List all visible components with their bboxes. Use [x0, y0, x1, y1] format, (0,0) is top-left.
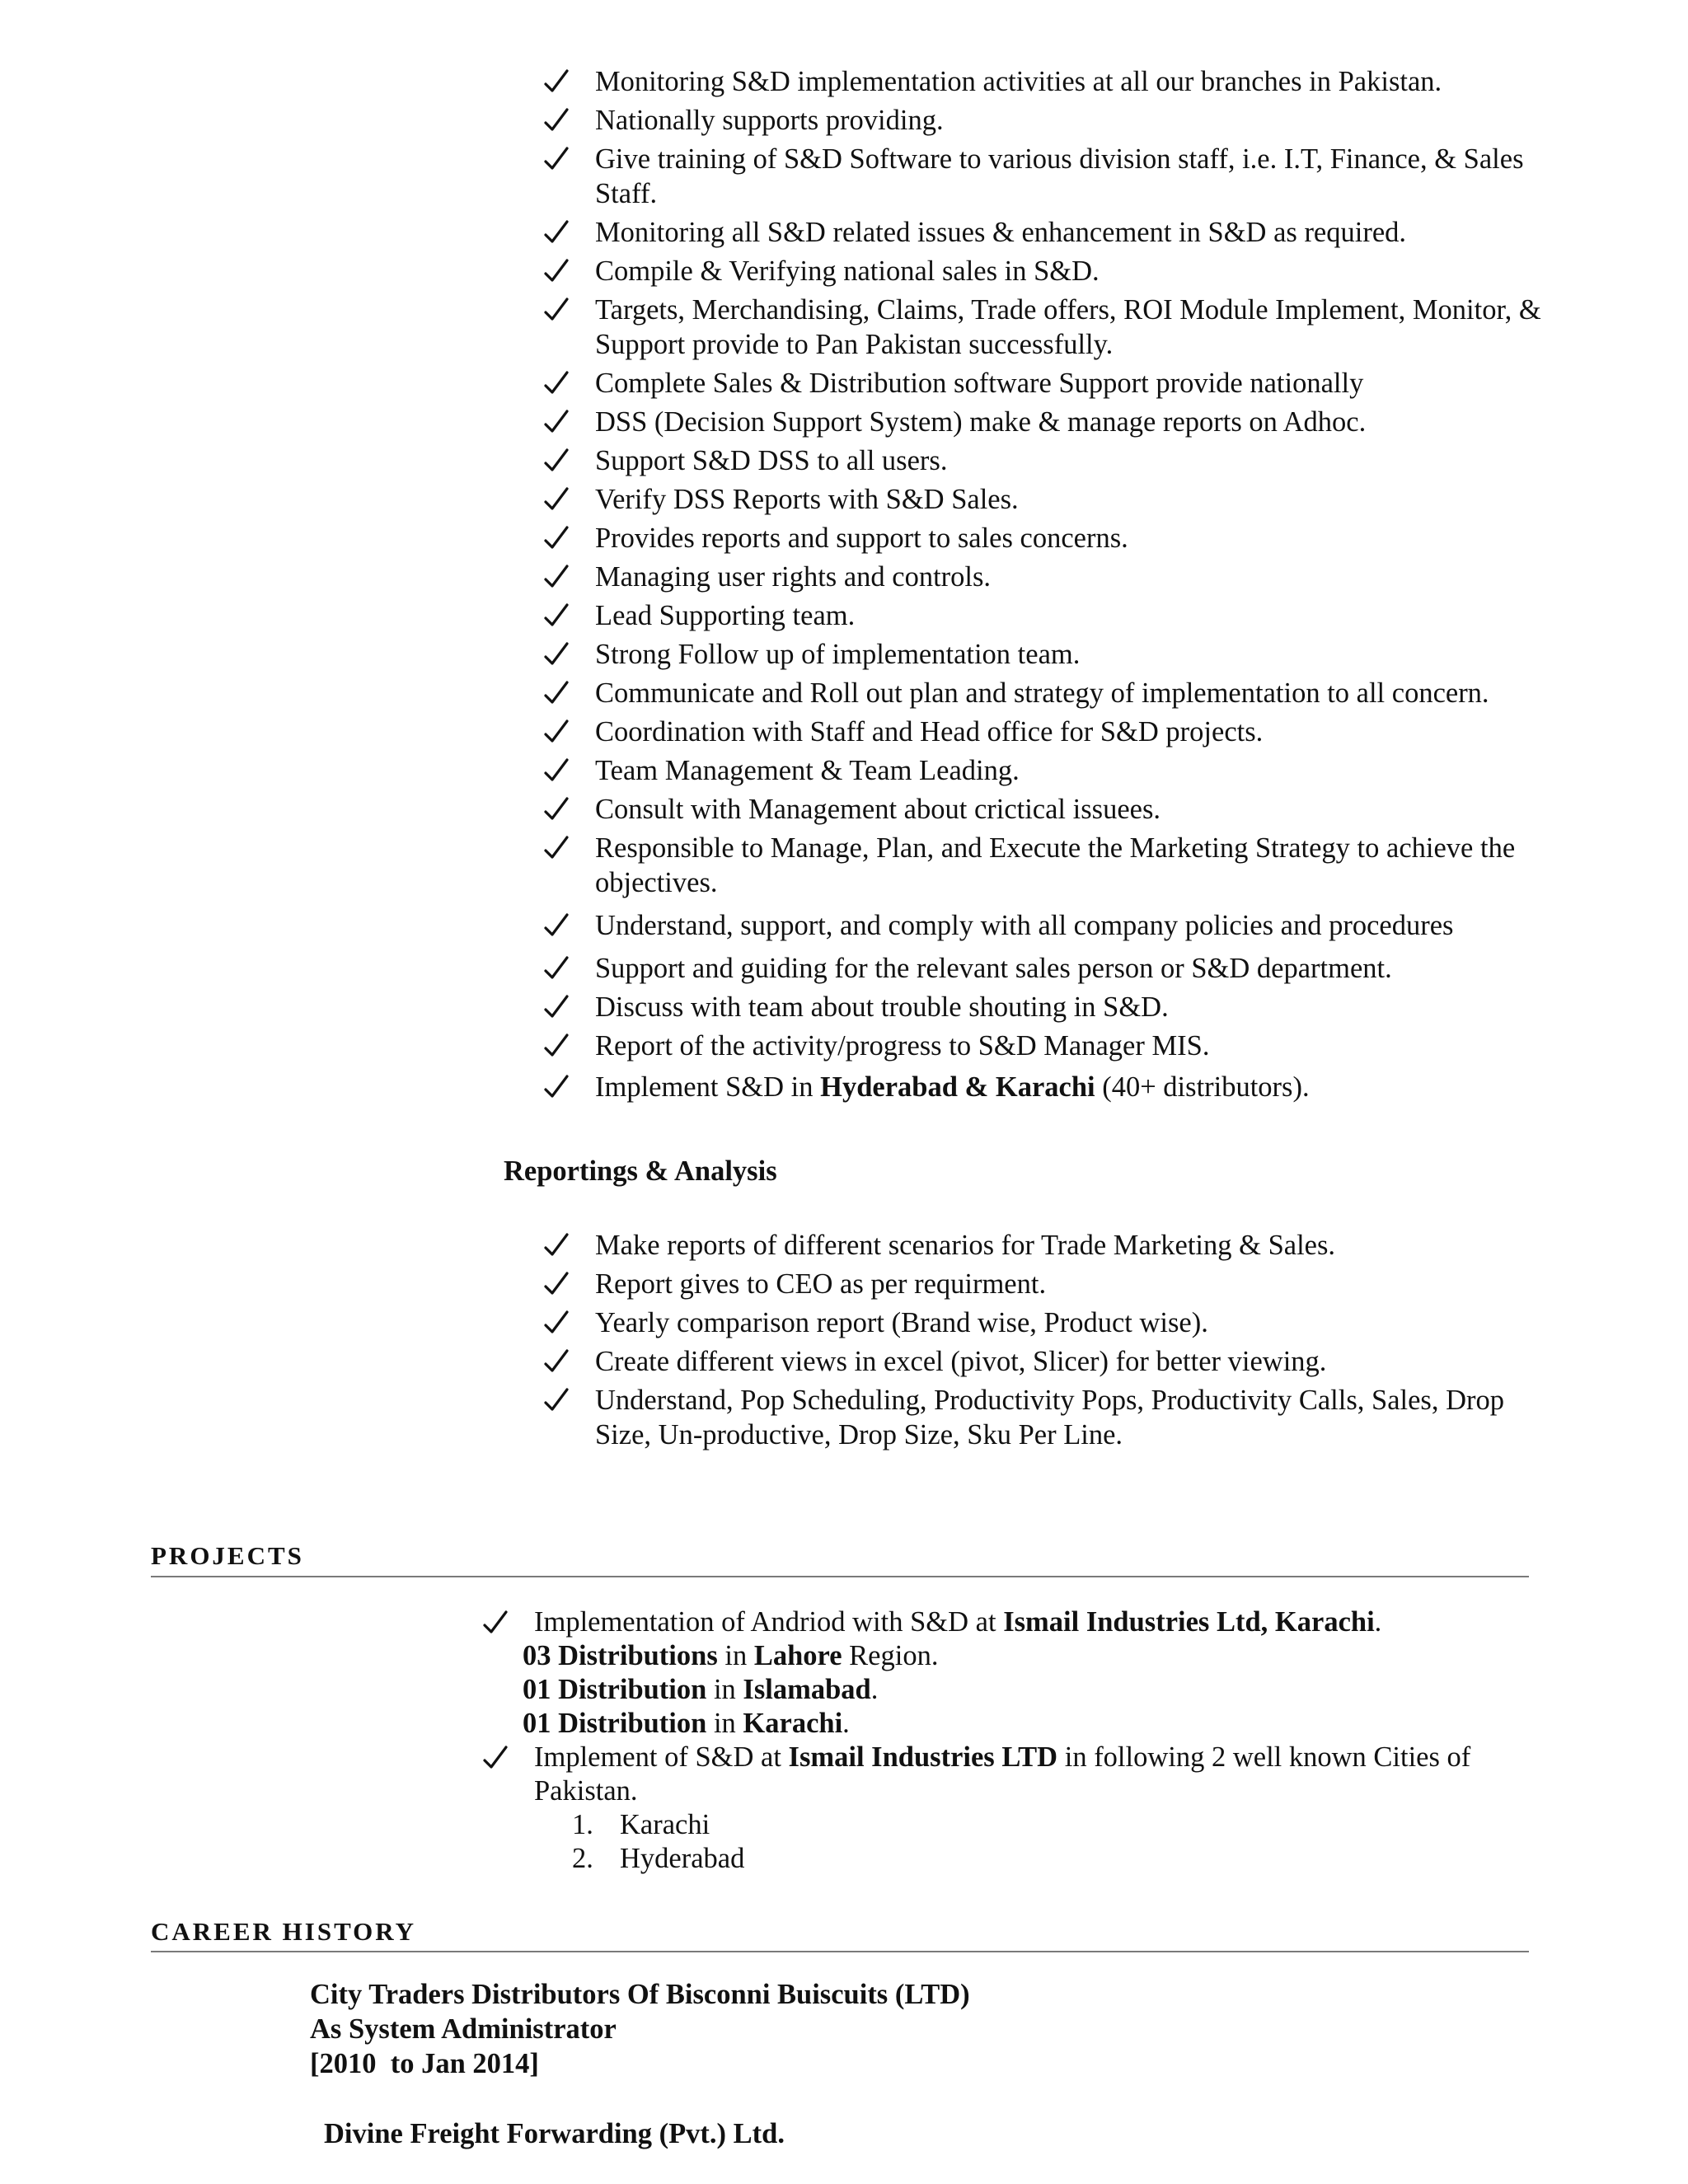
list-item	[542, 637, 1564, 672]
list-item-text: Lead Supporting team.	[595, 600, 856, 631]
distribution-count: 01 Distribution	[523, 1674, 707, 1705]
list-item-text: Report gives to CEO as per requirment.	[595, 1268, 1047, 1300]
list-item	[542, 366, 1564, 401]
list-item-text: Responsible to Manage, Plan, and Execute the Marketing Strategy to achieve the objectives.	[595, 832, 1516, 898]
check-mark-icon	[542, 990, 572, 1024]
reporting-list	[542, 1228, 1564, 1456]
check-mark-icon	[542, 103, 572, 138]
list-item	[542, 831, 1564, 900]
list-item	[542, 1267, 1564, 1301]
list-item-text: Make reports of different scenarios for Trade Marketing & Sales.	[595, 1230, 1336, 1261]
list-item-text: Understand, support, and comply with all company policies and procedures	[595, 910, 1454, 941]
list-item	[542, 443, 1564, 478]
job-role: As System Administrator	[310, 2013, 617, 2045]
career-entry	[310, 1977, 970, 2081]
project-company: Ismail Industries Ltd, Karachi	[1003, 1606, 1375, 1638]
project-text: Implement of S&D at	[534, 1741, 789, 1773]
check-mark-icon	[542, 1305, 572, 1340]
list-item-text: Monitoring S&D implementation activities at all our branches in Pakistan.	[595, 66, 1442, 97]
check-mark-icon	[542, 215, 572, 250]
check-mark-icon	[542, 908, 572, 943]
project-text: Implementation of Andriod with S&D at	[534, 1606, 1004, 1638]
list-item-text: Coordination with Staff and Head office for S&D projects.	[595, 716, 1264, 748]
check-mark-icon	[542, 560, 572, 594]
list-item-text: Monitoring all S&D related issues & enhancement in S&D as required.	[595, 217, 1407, 248]
list-number: 2.	[572, 1843, 593, 1874]
project-detail	[481, 1673, 1545, 1707]
list-item	[542, 405, 1564, 439]
check-mark-icon	[542, 598, 572, 633]
check-mark-icon	[542, 637, 572, 672]
check-mark-icon	[542, 1070, 572, 1104]
project-detail	[481, 1639, 1545, 1673]
city-list-item	[481, 1808, 1545, 1842]
check-mark-icon	[542, 64, 572, 99]
company-name: Divine Freight Forwarding (Pvt.) Ltd.	[324, 2118, 785, 2149]
list-item	[542, 64, 1564, 99]
distribution-count: 03 Distributions	[523, 1640, 718, 1671]
distribution-count: 01 Distribution	[523, 1708, 707, 1739]
list-item-text: Create different views in excel (pivot, Slicer) for better viewing.	[595, 1346, 1327, 1377]
list-item	[542, 598, 1564, 633]
list-item-text: Strong Follow up of implementation team.	[595, 639, 1081, 670]
list-item	[542, 1305, 1564, 1340]
check-mark-icon	[481, 1605, 511, 1640]
career-history-title: CAREER HISTORY	[151, 1917, 416, 1946]
responsibility-list	[542, 64, 1564, 1108]
list-item-text: Communicate and Roll out plan and strategy of implementation to all concern.	[595, 677, 1489, 709]
list-item	[542, 215, 1564, 250]
company-name: City Traders Distributors Of Bisconni Buiscuits (LTD)	[310, 1979, 970, 2010]
city-name: Hyderabad	[620, 1843, 745, 1874]
list-item	[542, 951, 1564, 986]
list-item	[542, 1029, 1564, 1063]
project-item	[481, 1741, 1545, 1808]
list-item-text: Nationally supports providing.	[595, 105, 944, 136]
list-item	[542, 142, 1564, 211]
city-names: Hyderabad & Karachi	[820, 1071, 1095, 1103]
list-item	[542, 1070, 1564, 1104]
check-mark-icon	[542, 753, 572, 788]
list-item-text: Discuss with team about trouble shouting in S&D.	[595, 991, 1169, 1023]
check-mark-icon	[542, 1267, 572, 1301]
detail-text: in	[717, 1640, 754, 1671]
list-item	[542, 792, 1564, 827]
list-item	[542, 990, 1564, 1024]
detail-end: .	[842, 1708, 850, 1739]
detail-end: .	[870, 1674, 879, 1705]
list-item-text: Support and guiding for the relevant sales person or S&D department.	[595, 953, 1392, 984]
list-item	[542, 1228, 1564, 1263]
career-entry	[324, 2116, 785, 2151]
list-item-text: Give training of S&D Software to various division staff, i.e. I.T, Finance, & Sales Staff.	[595, 143, 1524, 209]
list-item-suffix: (40+ distributors).	[1095, 1071, 1310, 1103]
check-mark-icon	[542, 792, 572, 827]
check-mark-icon	[542, 293, 572, 327]
project-company: Ismail Industries LTD	[788, 1741, 1058, 1773]
city-name: Lahore	[753, 1640, 842, 1671]
list-item	[542, 715, 1564, 749]
check-mark-icon	[542, 254, 572, 288]
check-mark-icon	[542, 1383, 572, 1418]
project-detail	[481, 1707, 1545, 1741]
list-item-text: Targets, Merchandising, Claims, Trade offers, ROI Module Implement, Monitor, & Support provide to Pan Pakistan successfully.	[595, 294, 1541, 360]
city-list-item	[481, 1842, 1545, 1876]
city-name: Karachi	[620, 1809, 710, 1840]
list-item-text: Yearly comparison report (Brand wise, Product wise).	[595, 1307, 1208, 1338]
project-suffix: in following 2 well known Cities of Pakistan.	[534, 1741, 1471, 1807]
job-dates: [2010 to Jan 2014]	[310, 2048, 539, 2079]
list-item	[542, 103, 1564, 138]
check-mark-icon	[542, 715, 572, 749]
list-item-text: Compile & Verifying national sales in S&D.	[595, 255, 1100, 287]
list-item-text: Managing user rights and controls.	[595, 561, 992, 593]
detail-end: Region.	[842, 1640, 939, 1671]
projects-divider	[151, 1576, 1529, 1577]
projects-list	[481, 1605, 1545, 1876]
check-mark-icon	[542, 1228, 572, 1263]
list-item	[542, 1344, 1564, 1379]
check-mark-icon	[481, 1741, 511, 1775]
list-item-text: Consult with Management about crictical issuees.	[595, 794, 1161, 825]
project-item	[481, 1605, 1545, 1639]
career-divider	[151, 1951, 1529, 1952]
check-mark-icon	[542, 1344, 572, 1379]
projects-title: PROJECTS	[151, 1541, 304, 1570]
detail-text: in	[706, 1674, 743, 1705]
list-item-text: DSS (Decision Support System) make & manage reports on Adhoc.	[595, 406, 1367, 438]
check-mark-icon	[542, 951, 572, 986]
list-item	[542, 560, 1564, 594]
check-mark-icon	[542, 1029, 572, 1063]
check-mark-icon	[542, 366, 572, 401]
list-item-text: Complete Sales & Distribution software Support provide nationally	[595, 368, 1364, 399]
check-mark-icon	[542, 482, 572, 517]
reporting-heading: Reportings & Analysis	[504, 1155, 777, 1187]
list-item	[542, 676, 1564, 710]
list-item-text: Provides reports and support to sales concerns.	[595, 523, 1128, 554]
check-mark-icon	[542, 142, 572, 176]
list-item	[542, 293, 1564, 362]
list-item-text: Report of the activity/progress to S&D Manager MIS.	[595, 1030, 1210, 1062]
check-mark-icon	[542, 521, 572, 555]
list-item	[542, 908, 1564, 943]
city-name: Islamabad	[743, 1674, 871, 1705]
list-item-text: Support S&D DSS to all users.	[595, 445, 948, 476]
list-item	[542, 1383, 1564, 1452]
list-item	[542, 753, 1564, 788]
list-item	[542, 254, 1564, 288]
city-name: Karachi	[743, 1708, 843, 1739]
list-item-text: Team Management & Team Leading.	[595, 755, 1020, 786]
list-item-text: Understand, Pop Scheduling, Productivity Pops, Productivity Calls, Sales, Drop Size, Un-productive, Drop Size, Sku Per Line.	[595, 1385, 1505, 1451]
list-item	[542, 482, 1564, 517]
check-mark-icon	[542, 676, 572, 710]
list-item-text: Implement S&D in	[595, 1071, 821, 1103]
check-mark-icon	[542, 831, 572, 865]
project-suffix: .	[1374, 1606, 1382, 1638]
check-mark-icon	[542, 405, 572, 439]
list-number: 1.	[572, 1809, 593, 1840]
list-item	[542, 521, 1564, 555]
list-item-text: Verify DSS Reports with S&D Sales.	[595, 484, 1019, 515]
detail-text: in	[706, 1708, 743, 1739]
check-mark-icon	[542, 443, 572, 478]
